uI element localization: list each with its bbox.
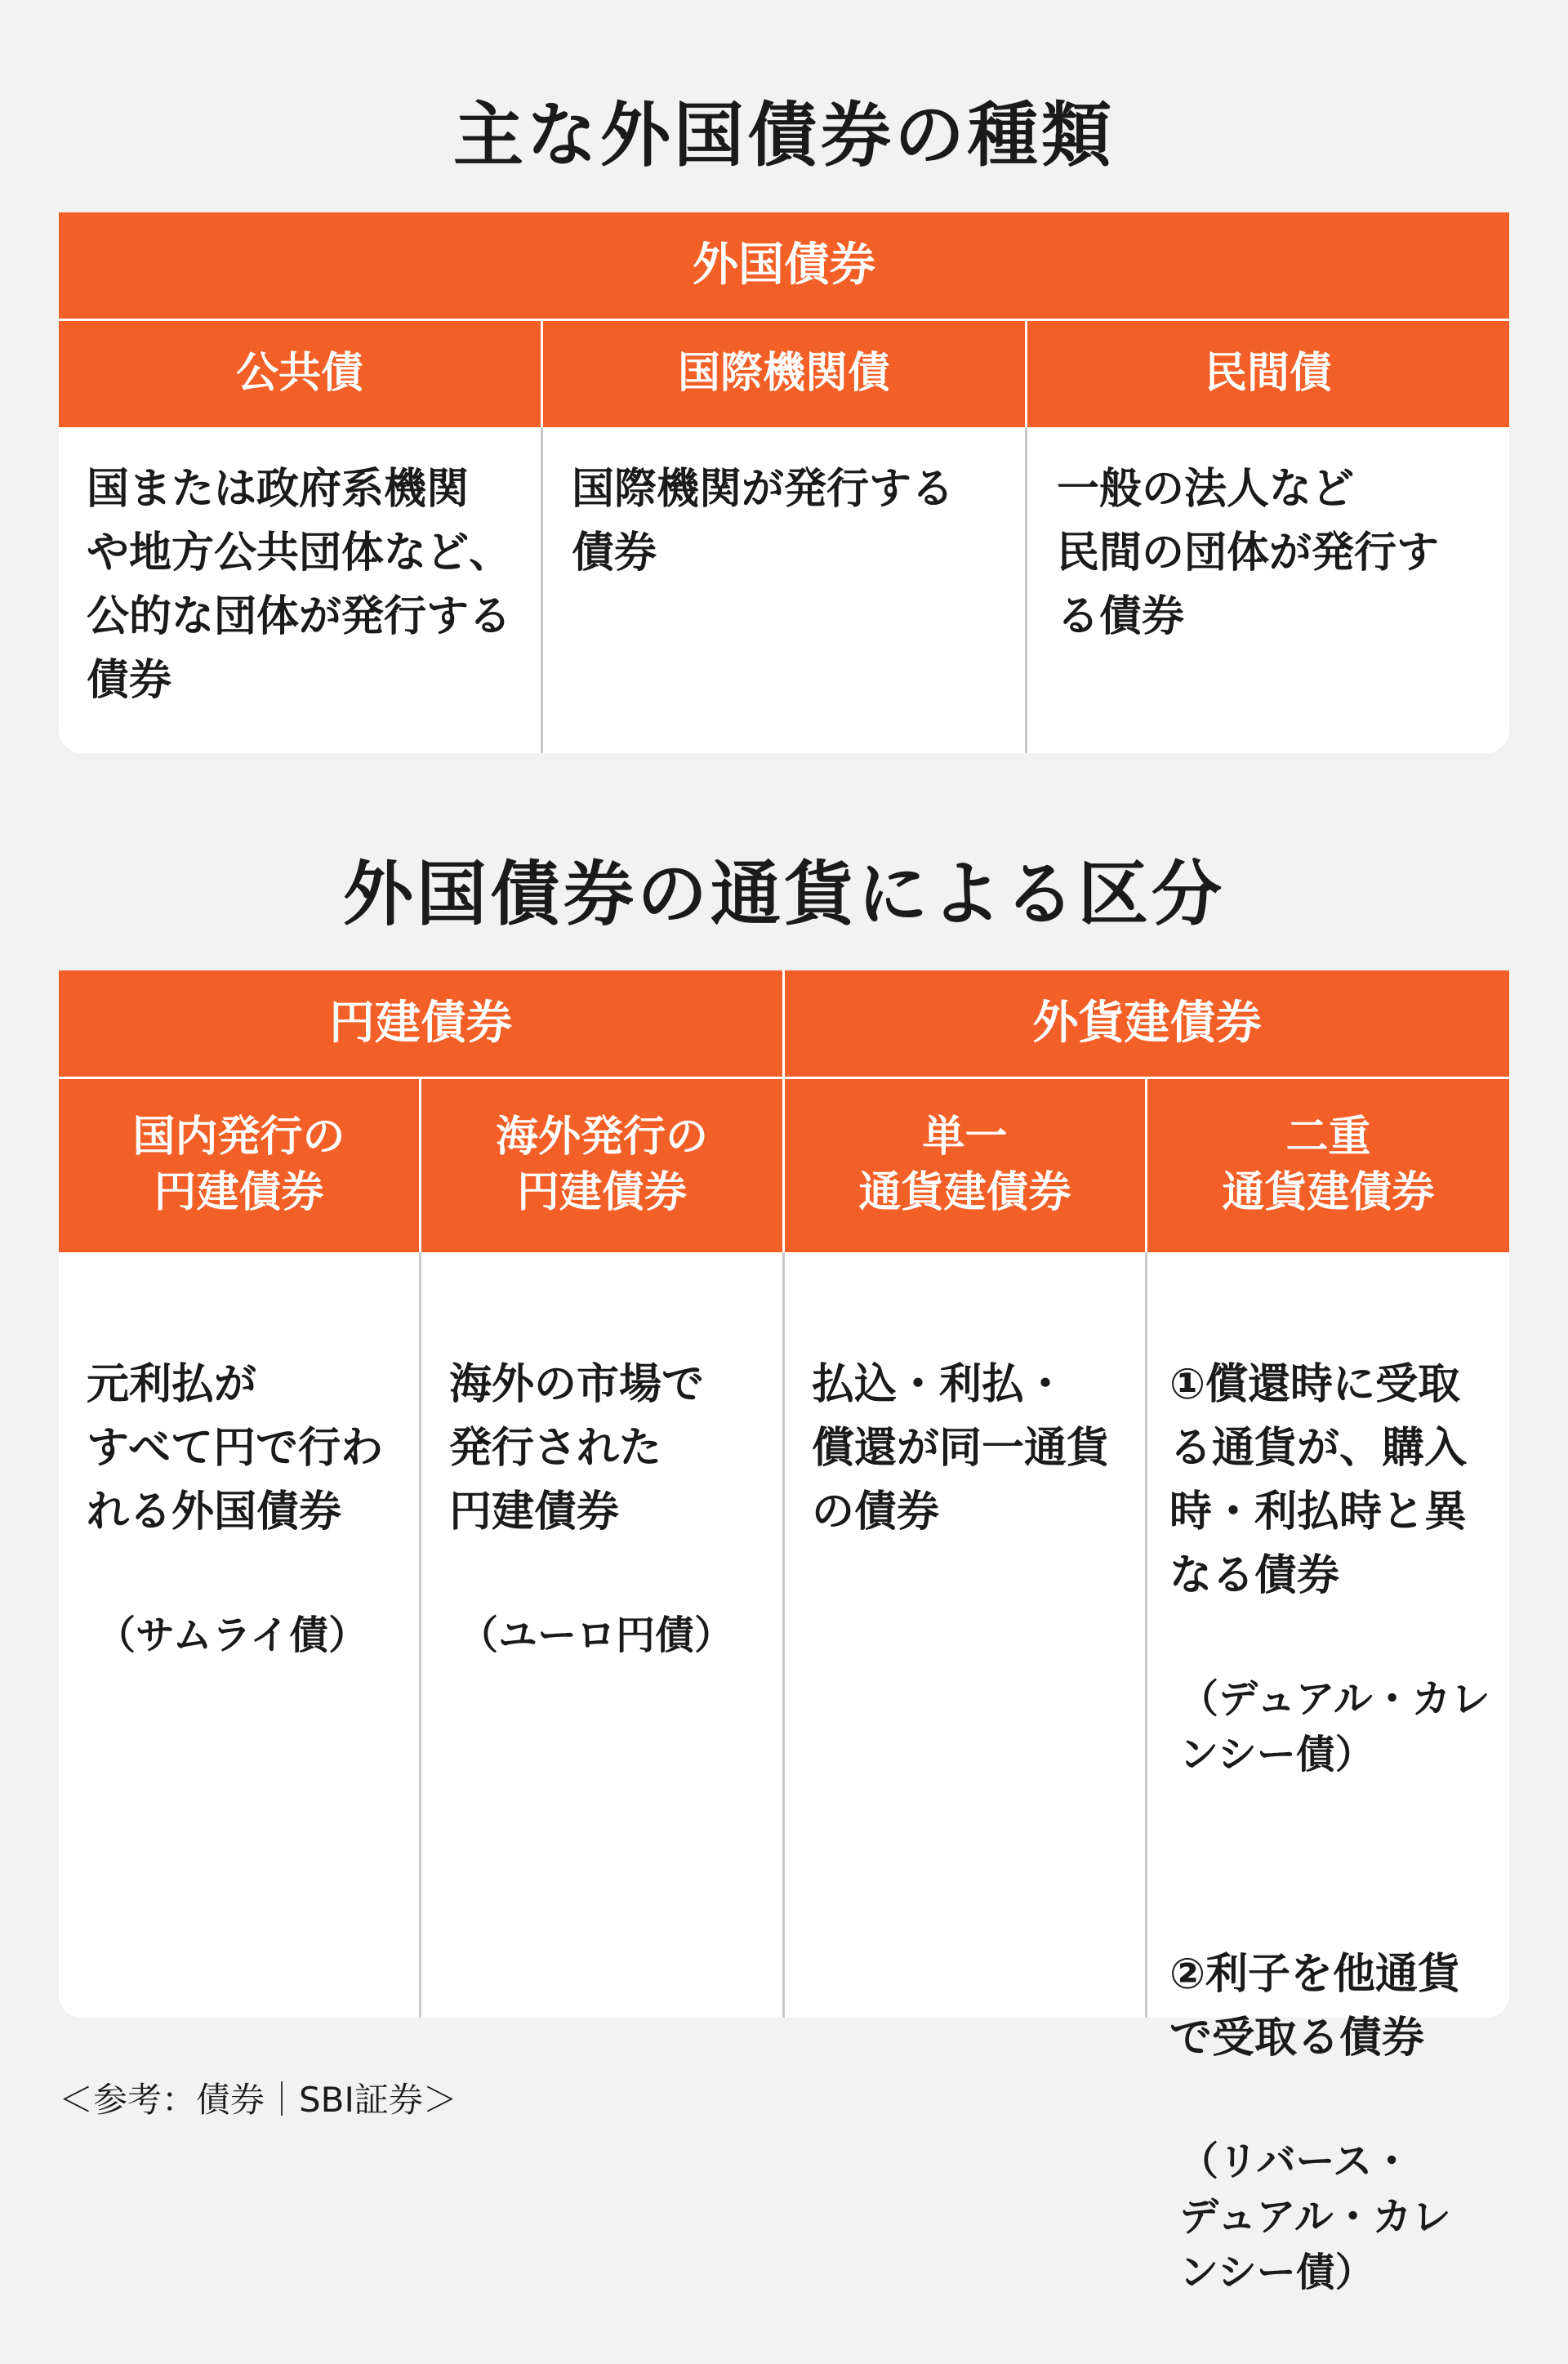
domestic-yen-bonds-description (87, 1289, 416, 1727)
column-header-overseas-yen-bonds: 海外発行の 円建債券 (421, 1079, 782, 1252)
group-header-foreign-currency-bonds: 外貨建債券 (785, 970, 1509, 1077)
public-bonds-description: 国または政府系機関 や地方公共団体など、 公的な団体が発行する 債券 (87, 465, 512, 705)
divider (782, 970, 785, 1077)
description-text-2: ②利子を他通貨 で受取る債券 (1169, 1950, 1461, 2063)
description-text: 海外の市場で 発行された 円建債券 (449, 1360, 705, 1537)
bond-nickname: （ユーロ円債） (459, 1612, 734, 1658)
divider (782, 1079, 785, 1252)
column-header-single-currency-bonds: 単一 通貨建債券 (785, 1079, 1145, 1252)
divider (541, 321, 543, 427)
bond-nickname: （サムライ債） (96, 1612, 368, 1658)
source-reference: ＜参考：債券｜SBI証券＞ (59, 2080, 457, 2120)
divider (782, 1252, 785, 2018)
spacer (1169, 1846, 1508, 1879)
bond-nickname: （デュアル・カレ ンシー債） (1179, 1676, 1490, 1777)
divider (419, 1079, 421, 1252)
table-header-foreign-bonds: 外国債券 (59, 212, 1509, 319)
overseas-yen-bonds-description (449, 1289, 779, 1727)
divider (1025, 427, 1027, 753)
private-bonds-description: 一般の法人など 民間の団体が発行す る債券 (1057, 465, 1440, 641)
international-org-bonds-description: 国際機関が発行する 債券 (572, 465, 955, 578)
column-header-public-bonds: 公共債 (59, 321, 541, 427)
description-text: 元利払が すべて円で行わ れる外国債券 (87, 1360, 383, 1537)
divider (419, 1252, 421, 2018)
divider (541, 427, 543, 753)
section-title: 外国債券の通貨による区分 (343, 854, 1225, 935)
single-currency-bonds-description (812, 1289, 1142, 1608)
group-header-yen-bonds: 円建債券 (59, 970, 782, 1077)
column-header-domestic-yen-bonds: 国内発行の 円建債券 (59, 1079, 419, 1252)
column-header-international-org-bonds: 国際機関債 (543, 321, 1025, 427)
page-title: 主な外国債券の種類 (453, 95, 1115, 176)
description-text: ①償還時に受取 る通貨が、購入 時・利払時と異 なる債券 (1169, 1360, 1468, 1600)
bond-nickname-2: （リバース・ デュアル・カレ ンシー債） (1179, 2139, 1451, 2295)
column-header-dual-currency-bonds: 二重 通貨建債券 (1147, 1079, 1509, 1252)
column-header-private-bonds: 民間債 (1027, 321, 1509, 427)
divider (1025, 321, 1027, 427)
divider (1145, 1079, 1147, 1252)
divider (1145, 1252, 1147, 2018)
description-text: 払込・利払・ 償還が同一通貨 の債券 (812, 1360, 1110, 1537)
foreign-bond-types-table (59, 212, 1509, 753)
dual-currency-bonds-description (1169, 1289, 1508, 2364)
